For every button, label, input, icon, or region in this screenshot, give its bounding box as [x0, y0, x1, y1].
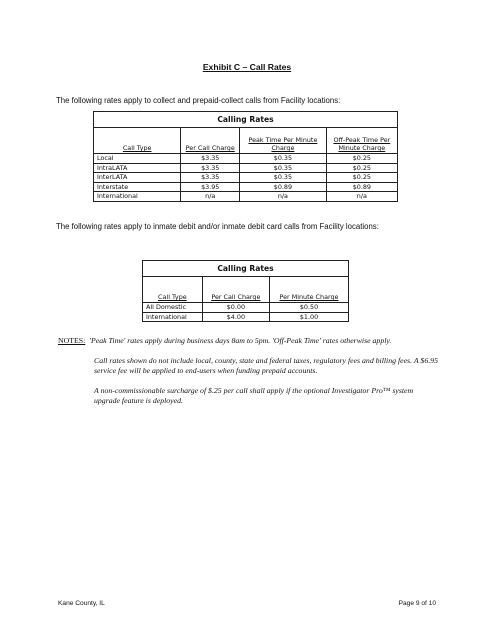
table-cell: Local: [94, 154, 181, 164]
column-header: Off-Peak Time Per Minute Charge: [326, 128, 397, 154]
table-cell: $0.00: [202, 303, 269, 313]
collect-call-rates-table: [93, 111, 398, 202]
table-row: [143, 303, 349, 313]
table-cell: $3.35: [181, 173, 240, 183]
table-cell: Interstate: [94, 182, 181, 192]
table-row: [94, 154, 398, 164]
table-cell: $0.50: [269, 303, 348, 313]
footer-page-number: Page 9 of 10: [398, 600, 436, 607]
column-header: Per Minute Charge: [269, 277, 348, 303]
column-header: Call Type: [143, 277, 203, 303]
table-row: [94, 182, 398, 192]
table-cell: $1.00: [269, 312, 348, 322]
column-header: Peak Time Per Minute Charge: [240, 128, 327, 154]
table-cell: International: [94, 192, 181, 202]
debit-call-rates-table: [142, 260, 349, 322]
table-cell: IntraLATA: [94, 163, 181, 173]
table-cell: InterLATA: [94, 173, 181, 183]
intro-collect-calls: The following rates apply to collect and prepaid-collect calls from Facility locations:: [56, 96, 341, 105]
table-cell: $0.89: [240, 182, 327, 192]
table-row: [94, 173, 398, 183]
table-heading: Calling Rates: [143, 261, 349, 277]
table-cell: $3.95: [181, 182, 240, 192]
page-title: Exhibit C – Call Rates: [202, 62, 292, 72]
column-header: Per Call Charge: [181, 128, 240, 154]
notes-section: [58, 336, 438, 416]
table-cell: n/a: [240, 192, 327, 202]
table-cell: $0.25: [326, 163, 397, 173]
table-heading: Calling Rates: [94, 112, 398, 128]
table-cell: $0.89: [326, 182, 397, 192]
intro-debit-calls: The following rates apply to inmate debit and/or inmate debit card calls from Facility locations:: [56, 222, 379, 231]
note-peak-time: 'Peak Time' rates apply during business days 8am to 5pm. 'Off-Peak Time' rates otherwise apply.: [89, 336, 392, 345]
table-row: [94, 163, 398, 173]
table-cell: $0.25: [326, 154, 397, 164]
column-header: Per Call Charge: [202, 277, 269, 303]
table-cell: $0.35: [240, 154, 327, 164]
note-taxes-fees: Call rates shown do not include local, county, state and federal taxes, regulatory fees and billing fees. A $6.95 service fee will be applied to end-users when funding prepaid accounts.: [94, 356, 438, 375]
table-cell: $0.25: [326, 173, 397, 183]
table-cell: n/a: [181, 192, 240, 202]
table-cell: $3.35: [181, 163, 240, 173]
table-cell: $4.00: [202, 312, 269, 322]
footer-county: Kane County, IL: [58, 600, 105, 607]
table-cell: n/a: [326, 192, 397, 202]
table-cell: $0.35: [240, 163, 327, 173]
column-header: Call Type: [94, 128, 181, 154]
table-cell: International: [143, 312, 203, 322]
table-cell: All Domestic: [143, 303, 203, 313]
table-cell: $0.35: [240, 173, 327, 183]
notes-label: NOTES:: [58, 336, 86, 345]
table-row: [143, 312, 349, 322]
table-cell: $3.35: [181, 154, 240, 164]
table-row: [94, 192, 398, 202]
note-surcharge: A non-commissionable surcharge of $.25 per call shall apply if the optional Investigator Pro™ system upgrade feature is deployed.: [94, 386, 414, 405]
